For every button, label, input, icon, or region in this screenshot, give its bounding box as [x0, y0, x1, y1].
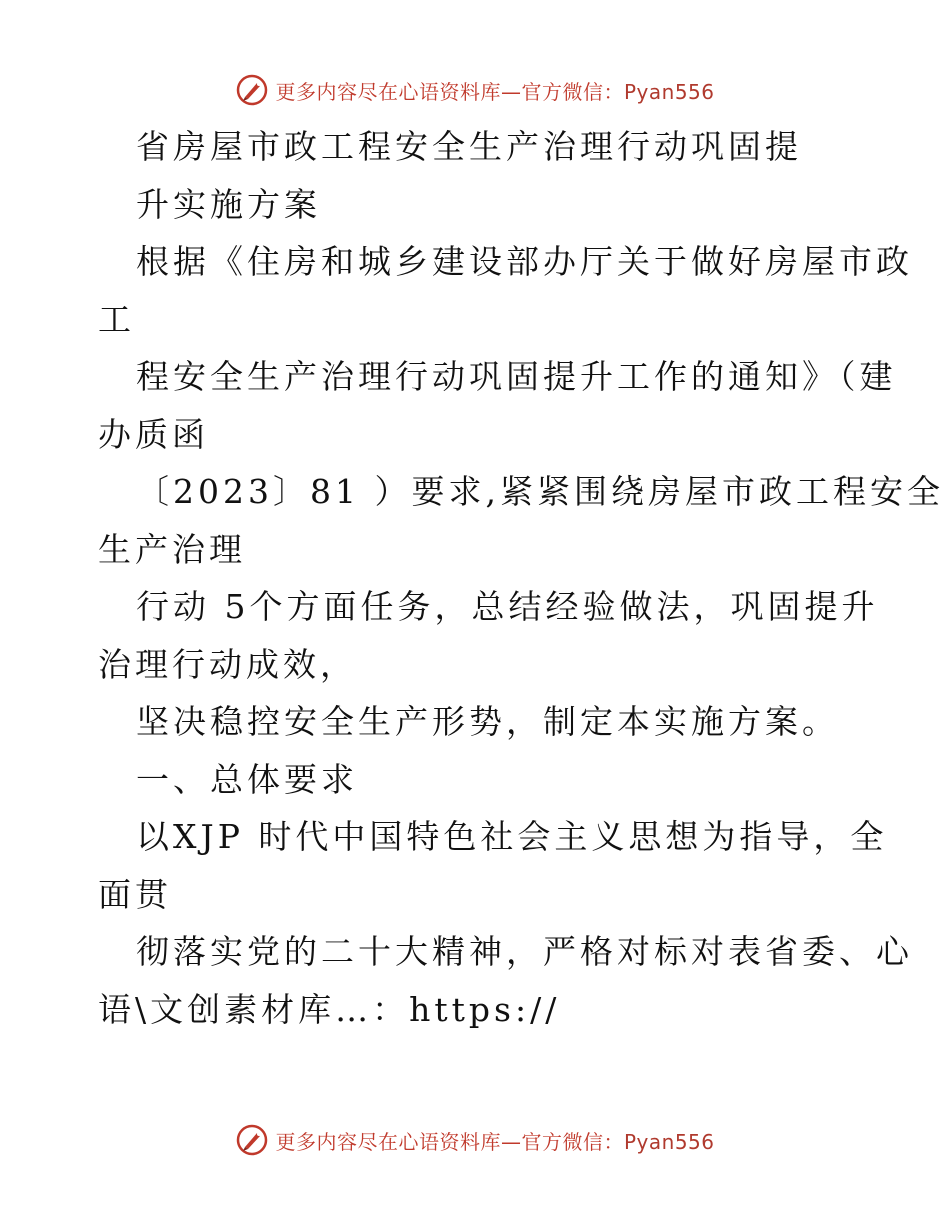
doc-line: 面贯: [98, 874, 172, 914]
document-body: [98, 118, 944, 1038]
doc-line: 行动 5个方面任务，总结经验做法，巩固提升: [136, 587, 879, 626]
doc-line: 程安全生产治理行动巩固提升工作的通知》（建: [136, 357, 897, 396]
header-banner: [0, 70, 950, 110]
pen-logo-icon: [235, 73, 269, 107]
doc-line: 彻落实党的二十大精神，严格对标对表省委、心: [136, 932, 913, 971]
header-banner-main: 更多内容尽在心语资料库—官方微信：: [275, 79, 624, 104]
header-banner-text: [275, 76, 714, 105]
footer-banner: [0, 1120, 950, 1160]
footer-banner-wechat: Pyan556: [623, 1129, 715, 1154]
doc-line: 工: [98, 299, 135, 339]
doc-line: 治理行动成效，: [98, 644, 357, 684]
doc-line: 坚决稳控安全生产形势，制定本实施方案。: [136, 702, 839, 741]
doc-line: 升实施方案: [136, 184, 321, 224]
pen-logo-icon: [235, 1123, 269, 1157]
doc-line: 根据《住房和城乡建设部办厅关于做好房屋市政: [136, 242, 913, 281]
section-heading: 一、总体要求: [136, 759, 358, 799]
doc-line: 办质函: [98, 414, 209, 454]
doc-line: 以XJP 时代中国特色社会主义思想为指导，全: [136, 817, 888, 856]
doc-line: 语\文创素材库…：https://: [98, 989, 561, 1029]
doc-line: 省房屋市政工程安全生产治理行动巩固提: [136, 127, 802, 166]
footer-banner-text: [275, 1126, 714, 1155]
doc-line: 生产治理: [98, 529, 246, 569]
doc-line: 〔2023〕81 ）要求,紧紧围绕房屋市政工程安全: [136, 472, 944, 511]
header-banner-wechat: Pyan556: [623, 79, 715, 104]
footer-banner-main: 更多内容尽在心语资料库—官方微信：: [275, 1129, 624, 1154]
